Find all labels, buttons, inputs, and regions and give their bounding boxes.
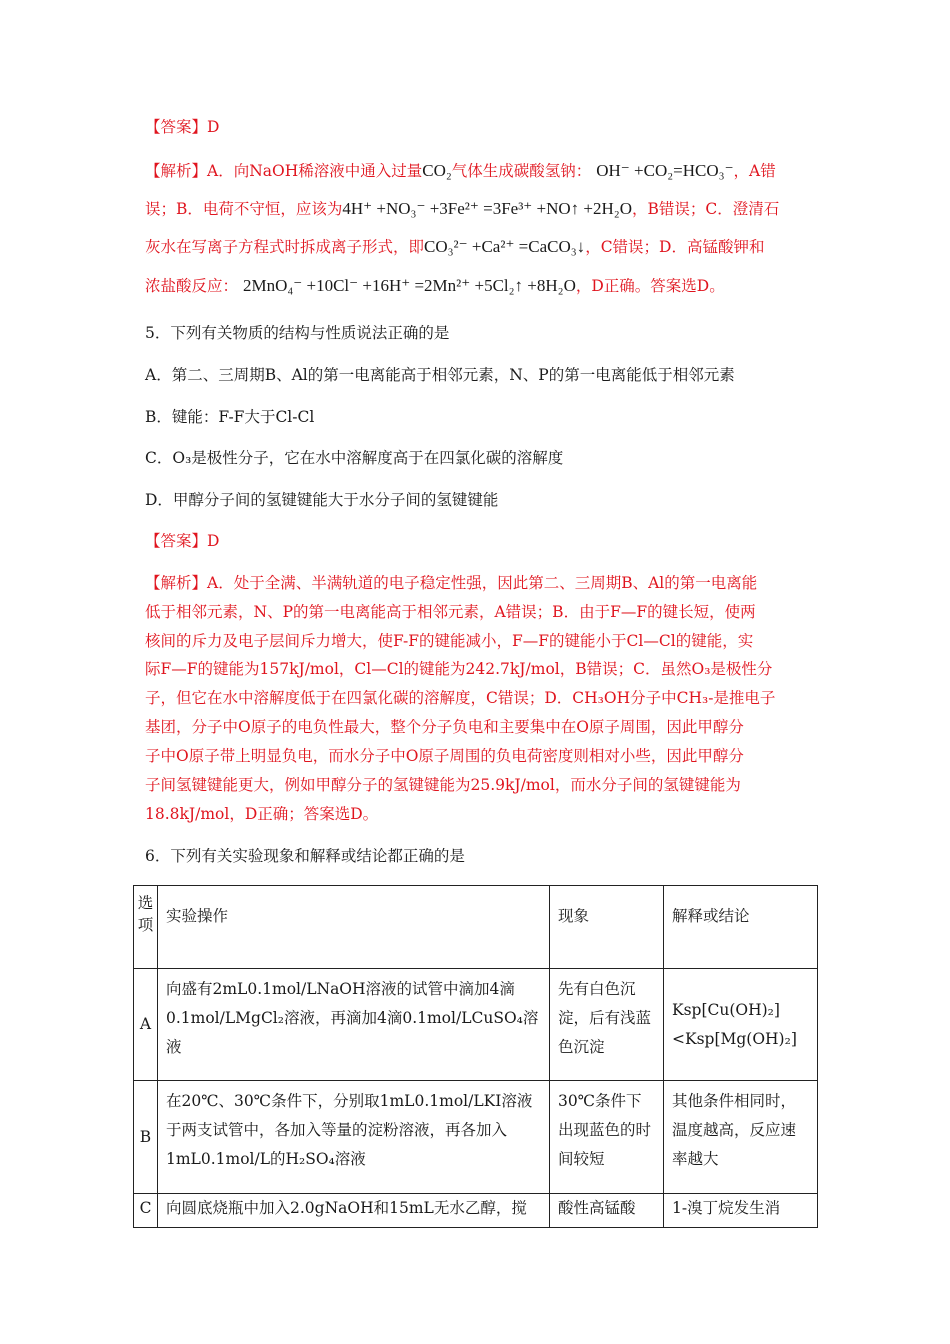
row-b-option: B [134, 1081, 158, 1194]
q4-answer [145, 116, 219, 138]
row-a-option: A [134, 969, 158, 1081]
q5-analysis-line-8: 子间氢键键能更大，例如甲醇分子的氢键键能为25.9kJ/mol，而水分子间的氢键键能为 [145, 776, 741, 794]
q5-option-a: A．第二、三周期B、Al的第一电离能高于相邻元素，N、P的第一电离能低于相邻元素 [145, 366, 735, 384]
q4-text: ，A错 [733, 162, 776, 180]
header-conclusion: 解释或结论 [664, 886, 818, 969]
q4-text: 浓盐酸反应： [145, 277, 239, 295]
q4-analysis-line-1 [145, 160, 776, 182]
row-c-phenomenon: 酸性高锰酸 [550, 1194, 664, 1228]
row-c-conclusion: 1-溴丁烷发生消 [664, 1194, 818, 1228]
row-a-conclusion: Ksp[Cu(OH)₂]<Ksp[Mg(OH)₂] [664, 969, 818, 1081]
row-b-phenomenon: 30℃条件下出现蓝色的时间较短 [550, 1081, 664, 1194]
header-phenomenon: 现象 [550, 886, 664, 969]
equation-3: CO₃²⁻ +Ca²⁺ =CaCO₃↓ [424, 237, 586, 256]
q5-option-c: C．O₃是极性分子，它在水中溶解度高于在四氯化碳的溶解度 [145, 449, 564, 467]
q5-analysis-line-9: 18.8kJ/mol，D正确；答案选D。 [145, 805, 379, 823]
q5-answer-value: D [207, 532, 220, 550]
table-row [134, 969, 818, 1081]
q4-text: ，C错误；D．高锰酸钾和 [585, 238, 765, 256]
answer-tag: 【答案】 [145, 532, 208, 550]
q5-stem: 5．下列有关物质的结构与性质说法正确的是 [145, 324, 450, 342]
q4-text: A．向NaOH稀溶液中通入过量 [207, 162, 423, 180]
table-row [134, 1194, 818, 1228]
q5-analysis-line-7: 子中O原子带上明显负电，而水分子中O原子周围的负电荷密度则相对小些，因此甲醇分 [145, 747, 744, 765]
q5-answer [145, 530, 219, 552]
q4-text: 误；B．电荷不守恒，应该为 [145, 200, 343, 218]
analysis-tag: 【解析】 [145, 162, 208, 180]
q5-option-b: B．键能：F-F大于Cl-Cl [145, 408, 315, 426]
q4-text: ，D正确。答案选D。 [575, 277, 725, 295]
row-c-operation: 向圆底烧瓶中加入2.0gNaOH和15mL无水乙醇，搅 [158, 1194, 550, 1228]
q6-table [133, 885, 818, 1228]
q5-analysis-line-1 [145, 572, 757, 594]
q6-stem: 6．下列有关实验现象和解释或结论都正确的是 [145, 847, 465, 865]
row-b-operation: 在20℃、30℃条件下，分别取1mL0.1mol/LKI溶液于两支试管中，各加入等量的淀粉溶液，再各加入1mL0.1mol/L的H₂SO₄溶液 [158, 1081, 550, 1194]
q5-analysis-line-2: 低于相邻元素，N、P的第一电离能高于相邻元素，A错误；B．由于F—F的键长短，使两 [145, 603, 756, 621]
header-operation: 实验操作 [158, 886, 550, 969]
table-header-row [134, 886, 818, 969]
q5-option-d: D．甲醇分子间的氢键键能大于水分子间的氢键键能 [145, 491, 499, 509]
row-a-phenomenon: 先有白色沉淀，后有浅蓝色沉淀 [550, 969, 664, 1081]
answer-tag: 【答案】 [145, 118, 208, 136]
q5-analysis-line-3: 核间的斥力及电子层间斥力增大，使F-F的键能减小，F—F的键能小于Cl—Cl的键能，实 [145, 632, 754, 650]
equation-1: OH⁻ +CO₂=HCO₃⁻ [596, 161, 734, 180]
row-b-conclusion: 其他条件相同时，温度越高，反应速率越大 [664, 1081, 818, 1194]
q4-text: 气体生成碳酸氢钠： [451, 162, 592, 180]
q4-text: ，B错误；C．澄清石 [631, 200, 780, 218]
equation-2: 4H⁺ +NO₃⁻ +3Fe²⁺ =3Fe³⁺ +NO↑ +2H₂O [342, 199, 632, 218]
header-option: 选项 [134, 886, 158, 969]
q4-analysis-line-4 [145, 275, 725, 297]
q4-text: 灰水在写离子方程式时拆成离子形式，即 [145, 238, 425, 256]
q5-analysis-line-4: 际F—F的键能为157kJ/mol，Cl—Cl的键能为242.7kJ/mol，B错误；C．虽然O₃是极性分 [145, 660, 773, 678]
q4-answer-value: D [207, 118, 220, 136]
q5-analysis-line-5: 子，但它在水中溶解度低于在四氯化碳的溶解度，C错误；D．CH₃OH分子中CH₃-是推电子 [145, 689, 776, 707]
formula-co2: CO₂ [422, 161, 452, 180]
row-a-operation: 向盛有2mL0.1mol/LNaOH溶液的试管中滴加4滴0.1mol/LMgCl₂溶液，再滴加4滴0.1mol/LCuSO₄溶液 [158, 969, 550, 1081]
q5-analysis-text: A．处于全满、半满轨道的电子稳定性强，因此第二、三周期B、Al的第一电离能 [207, 574, 758, 592]
equation-4: 2MnO₄⁻ +10Cl⁻ +16H⁺ =2Mn²⁺ +5Cl₂↑ +8H₂O [242, 276, 576, 295]
table-row [134, 1081, 818, 1194]
analysis-tag: 【解析】 [145, 574, 208, 592]
row-c-option: C [134, 1194, 158, 1228]
q4-analysis-line-3 [145, 236, 764, 258]
q4-analysis-line-2 [145, 198, 779, 220]
q5-analysis-line-6: 基团，分子中O原子的电负性最大，整个分子负电和主要集中在O原子周围，因此甲醇分 [145, 718, 744, 736]
